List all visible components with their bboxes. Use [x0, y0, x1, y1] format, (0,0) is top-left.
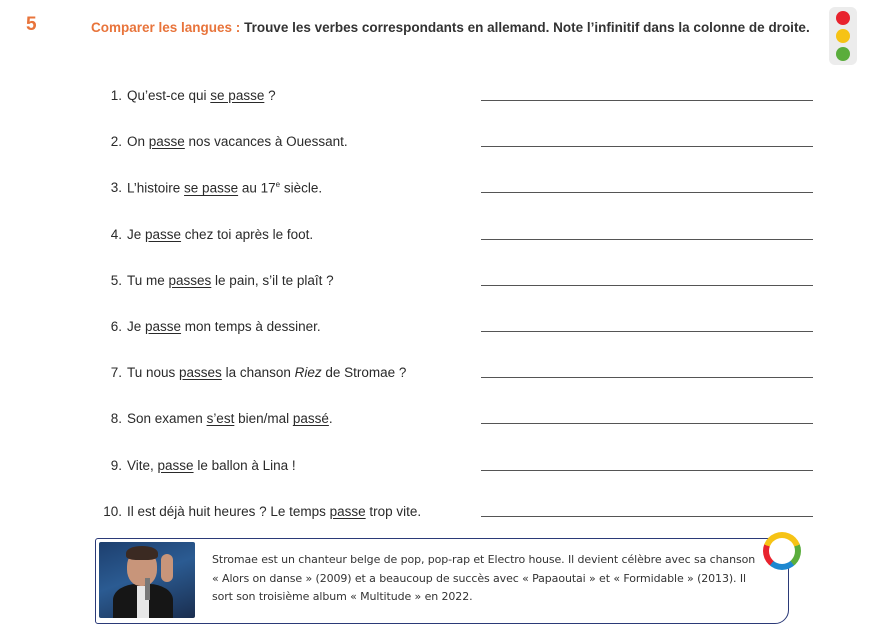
sentence-text: ? — [264, 88, 276, 103]
underlined-verb: s’est — [206, 411, 235, 427]
exercise-items — [100, 88, 820, 550]
item-sentence — [127, 180, 322, 196]
instruction-lead: Comparer les langues : — [91, 20, 241, 35]
exercise-item-7 — [100, 365, 820, 411]
item-sentence — [127, 411, 333, 426]
exercise-item-1 — [100, 88, 820, 134]
underlined-verb: passe — [145, 226, 182, 242]
sentence-text: siècle. — [280, 180, 323, 196]
red-light-icon — [836, 11, 850, 25]
song-title: Riez — [294, 365, 322, 381]
item-sentence — [127, 319, 321, 334]
sentence-text: . — [328, 411, 333, 427]
item-number: 5. — [110, 272, 122, 288]
exercise-item-8 — [100, 411, 820, 457]
item-number: 3. — [110, 180, 122, 196]
underlined-verb: se passe — [210, 88, 265, 103]
green-light-icon — [836, 47, 850, 61]
answer-line[interactable] — [481, 285, 813, 286]
sentence-text: Je — [127, 318, 146, 334]
exercise-instruction — [91, 17, 811, 38]
sentence-text: trop vite. — [365, 503, 422, 519]
item-sentence — [127, 504, 421, 519]
underlined-verb: se passe — [184, 180, 239, 196]
item-sentence — [127, 134, 348, 149]
item-number: 2. — [110, 134, 122, 150]
sentence-text: la chanson — [221, 365, 295, 381]
item-number: 7. — [110, 365, 122, 381]
exercise-item-5 — [100, 273, 820, 319]
underlined-verb: passé — [292, 411, 329, 427]
sentence-text: Il est déjà huit heures ? Le temps — [127, 503, 330, 519]
sentence-text: Je — [127, 226, 146, 242]
answer-line[interactable] — [481, 470, 813, 471]
item-number: 8. — [110, 411, 122, 427]
underlined-verb: passe — [148, 134, 185, 150]
exercise-item-2 — [100, 134, 820, 180]
sentence-text: L’histoire — [127, 180, 185, 196]
item-sentence — [127, 273, 334, 288]
underlined-verb: passes — [168, 272, 212, 288]
artist-photo — [99, 542, 195, 618]
sentence-text: bien/mal — [234, 411, 293, 427]
photo-hand — [161, 554, 173, 582]
microphone-icon — [145, 578, 150, 600]
sentence-text: Tu me — [127, 272, 169, 288]
traffic-light-icon — [829, 7, 857, 65]
sentence-text: Vite, — [127, 457, 158, 473]
sentence-text: nos vacances à Ouessant. — [184, 134, 348, 150]
item-number: 10. — [103, 503, 122, 519]
sentence-text: le ballon à Lina ! — [193, 457, 296, 473]
superscript: e — [275, 180, 281, 190]
sentence-text: chez toi après le foot. — [181, 226, 314, 242]
answer-line[interactable] — [481, 100, 813, 101]
answer-line[interactable] — [481, 146, 813, 147]
item-number: 6. — [110, 318, 122, 334]
info-text: Stromae est un chanteur belge de pop, pop-rap et Electro house. Il devient célèbre avec sa chanson « Alors on danse » (2009) et a beaucoup de succès avec « Papaoutai » et « Formidable » (2013). Il sort son troisième album « Multitude » en 2022. — [212, 553, 756, 603]
answer-line[interactable] — [481, 239, 813, 240]
item-sentence — [127, 365, 406, 380]
sentence-text: Qu’est-ce qui — [127, 88, 211, 103]
answer-line[interactable] — [481, 423, 813, 424]
yellow-light-icon — [836, 29, 850, 43]
answer-line[interactable] — [481, 516, 813, 517]
exercise-item-4 — [100, 227, 820, 273]
sentence-text: au 17 — [238, 180, 276, 196]
sentence-text: Tu nous — [127, 365, 180, 381]
item-number: 1. — [110, 88, 122, 103]
item-number: 9. — [110, 457, 122, 473]
color-ring-icon — [763, 532, 801, 570]
exercise-item-6 — [100, 319, 820, 365]
sentence-text: On — [127, 134, 149, 150]
answer-line[interactable] — [481, 377, 813, 378]
answer-line[interactable] — [481, 331, 813, 332]
sentence-text: mon temps à dessiner. — [181, 318, 321, 334]
sentence-text: Son examen — [127, 411, 207, 427]
item-sentence — [127, 88, 276, 103]
photo-hair — [126, 546, 158, 560]
instruction-text: Trouve les verbes correspondants en allemand. Note l’infinitif dans la colonne de droite. — [240, 20, 810, 35]
sentence-text: de Stromae ? — [321, 365, 407, 381]
exercise-item-3 — [100, 180, 820, 226]
underlined-verb: passes — [179, 365, 222, 381]
item-number: 4. — [110, 226, 122, 242]
exercise-number: 5 — [26, 14, 37, 35]
item-sentence — [127, 458, 296, 473]
answer-line[interactable] — [481, 192, 813, 193]
underlined-verb: passe — [157, 457, 194, 473]
sentence-text: le pain, s’il te plaît ? — [211, 272, 334, 288]
underlined-verb: passe — [145, 318, 182, 334]
exercise-item-9 — [100, 458, 820, 504]
item-sentence — [127, 227, 313, 242]
underlined-verb: passe — [329, 503, 366, 519]
